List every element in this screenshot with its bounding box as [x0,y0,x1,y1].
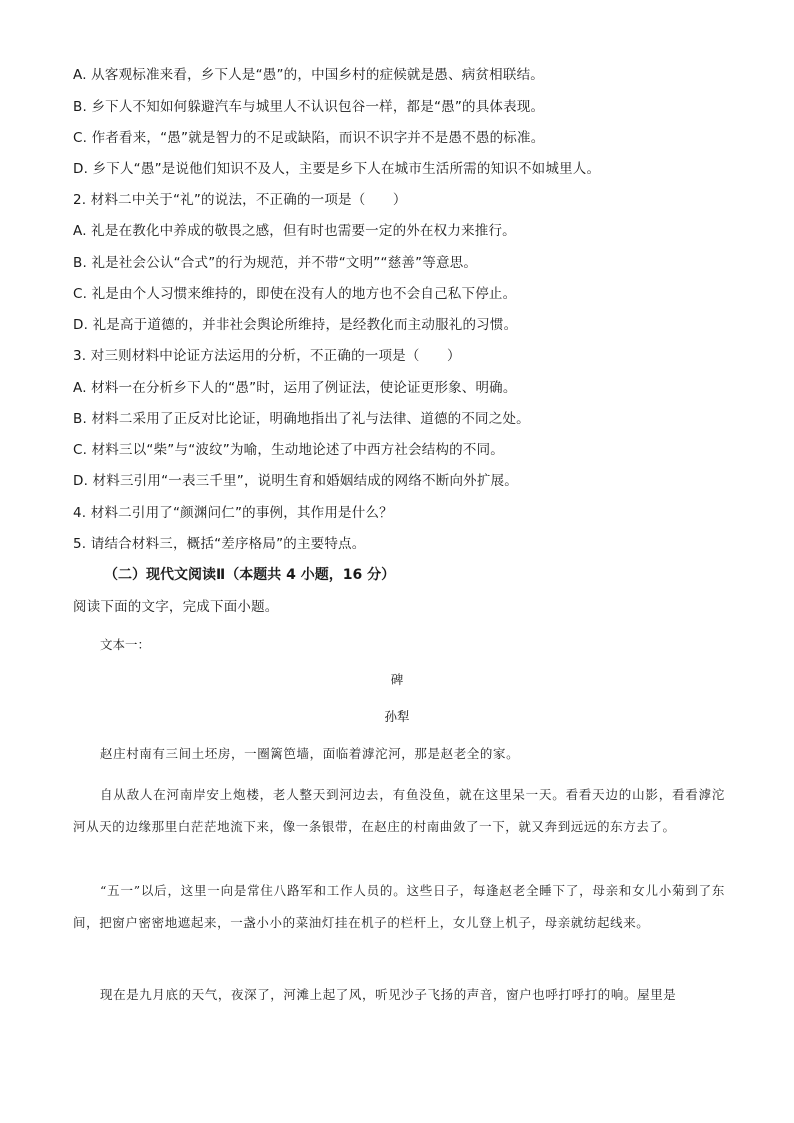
story-paragraph-1: 赵庄村南有三间土坯房，一圈篱笆墙，面临着滹沱河，那是赵老全的家。 [100,746,520,761]
q3-option-a: A. 材料一在分析乡下人的“愚”时，运用了例证法，使论证更形象、明确。 [73,380,517,396]
q1-option-a: A. 从客观标准来看，乡下人是“愚”的，中国乡村的症候就是愚、病贫相联结。 [73,67,544,83]
story-title: 碑 [390,672,404,687]
q2-stem: 2. 材料二中关于“礼”的说法，不正确的一项是（ ） [73,192,407,208]
q3-option-b: B. 材料二采用了正反对比论证，明确地指出了礼与法律、道德的不同之处。 [73,411,530,427]
section-instruction: 阅读下面的文字，完成下面小题。 [73,599,279,615]
q1-option-c: C. 作者看来，“愚”就是智力的不足或缺陷，而识不识字并不是愚不愚的标准。 [73,130,545,146]
story-author: 孙犁 [384,709,410,724]
q2-option-d: D. 礼是高于道德的，并非社会舆论所维持，是经教化而主动服礼的习惯。 [73,317,518,333]
q1-option-b: B. 乡下人不知如何躲避汽车与城里人不认识包谷一样，都是“愚”的具体表现。 [73,99,545,115]
story-paragraph-3: “五一”以后，这里一向是常住八路军和工作人员的。这些日子，每逢赵老全睡下了，母亲和女儿小菊到了东间，把窗户密密地遮起来，一盏小小的菜油灯挂在机子的栏杆上，女儿登上机子，母亲就纺起线来。 [73,883,725,930]
q3-option-c: C. 材料三以“柴”与“波纹”为喻，生动地论述了中西方社会结构的不同。 [73,442,504,458]
section-heading: （二）现代文阅读Ⅱ（本题共 4 小题，16 分） [104,567,396,583]
q2-option-b: B. 礼是社会公认“合式”的行为规范，并不带“文明”“慈善”等意思。 [73,255,478,271]
q2-option-c: C. 礼是由个人习惯来维持的，即使在没有人的地方也不会自己私下停止。 [73,286,517,302]
q3-option-d: D. 材料三引用“一表三千里”，说明生育和婚姻结成的网络不断向外扩展。 [73,473,518,489]
q4-stem: 4. 材料二引用了“颜渊问仁”的事例，其作用是什么？ [73,505,393,521]
q2-option-a: A. 礼是在教化中养成的敬畏之感，但有时也需要一定的外在权力来推行。 [73,223,516,239]
text1-label: 文本一： [100,637,151,652]
story-paragraph-2: 自从敌人在河南岸安上炮楼，老人整天到河边去，有鱼没鱼，就在这里呆一天。看看天边的山影，看看滹沱河从天的边缘那里白茫茫地流下来，像一条银带，在赵庄的村南曲敛了一下，就又奔到远远的东方去了。 [73,787,725,834]
q3-stem: 3. 对三则材料中论证方法运用的分析，不正确的一项是（ ） [73,348,461,364]
story-paragraph-4: 现在是九月底的天气，夜深了，河滩上起了风，听见沙子飞扬的声音，窗户也呼打呼打的响。屋里是 [100,987,677,1002]
q1-option-d: D. 乡下人“愚”是说他们知识不及人，主要是乡下人在城市生活所需的知识不如城里人。 [73,161,601,177]
q5-stem: 5. 请结合材料三，概括“差序格局”的主要特点。 [73,536,366,552]
